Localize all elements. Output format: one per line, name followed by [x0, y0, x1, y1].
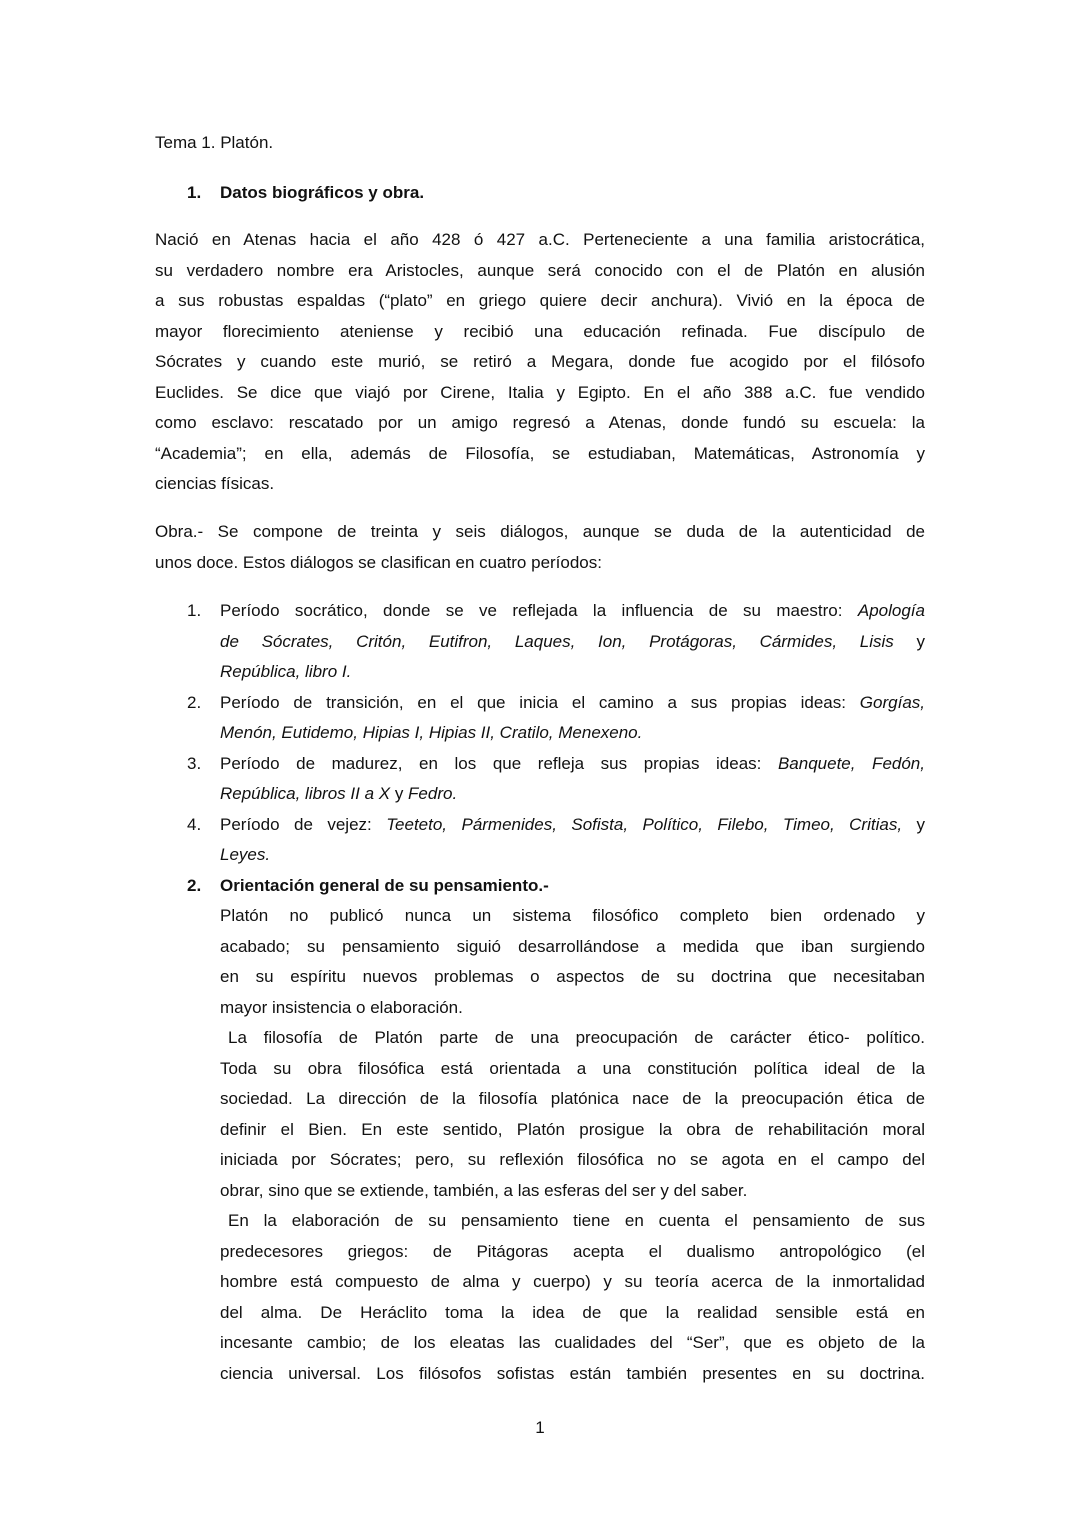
- heading-text: Datos biográficos y obra.: [220, 183, 425, 202]
- text-line: [155, 517, 925, 548]
- list-number: 1.: [187, 601, 202, 620]
- text-segment: predecesores griegos: de Pitágoras acepta el dualismo antropológico (el: [220, 1241, 925, 1261]
- text-line: [220, 657, 925, 688]
- text-line: [220, 1145, 925, 1176]
- heading-number: 1.: [187, 183, 202, 202]
- text-segment: Obra.- Se compone de treinta y seis diálogos, aunque se duda de la autenticidad de: [155, 522, 925, 541]
- text-segment: en su espíritu nuevos problemas o aspectos de su doctrina que necesitaban: [220, 967, 925, 986]
- italic-text: República, libro I.: [220, 662, 352, 681]
- text-line: [220, 1206, 925, 1237]
- heading-biography: [187, 178, 425, 209]
- text-segment: Período de madurez, en los que refleja sus propias ideas:: [220, 753, 778, 773]
- text-line: [155, 256, 925, 287]
- text-line: [220, 1328, 925, 1359]
- period-item: [187, 688, 925, 749]
- text-line: [155, 286, 925, 317]
- period-item: [187, 810, 925, 871]
- text-line: [220, 1023, 925, 1054]
- page-number: 1: [535, 1418, 545, 1437]
- text-segment: Euclides. Se dice que viajó por Cirene, Italia y Egipto. En el año 388 a.C. fue vendido: [155, 382, 925, 402]
- text-segment: “Academia”; en ella, además de Filosofía, se estudiaban, Matemáticas, Astronomía y: [155, 443, 925, 463]
- text-line: [220, 749, 925, 780]
- text-segment: iniciada por Sócrates; pero, su reflexión filosófica no se agota en el campo del: [220, 1150, 925, 1169]
- text-segment: acabado; su pensamiento siguió desarrollándose a medida que iban surgiendo: [220, 936, 925, 956]
- text-line: [220, 932, 925, 963]
- text-line: [220, 901, 925, 932]
- italic-text: Leyes.: [220, 845, 271, 864]
- text-line: [220, 1237, 925, 1268]
- text-segment: Período socrático, donde se ve reflejada la influencia de su maestro:: [220, 601, 858, 620]
- text-line: [220, 993, 925, 1024]
- text-line: [155, 317, 925, 348]
- text-line: [155, 469, 925, 500]
- text-segment: ciencia universal. Los filósofos sofistas están también presentes en su doctrina.: [220, 1363, 925, 1383]
- text-segment: Toda su obra filosófica está orientada a una constitución política ideal de la: [220, 1058, 925, 1078]
- text-line: [220, 718, 925, 749]
- italic-text: Banquete, Fedón,: [777, 753, 925, 773]
- document-title: Tema 1. Platón.: [155, 133, 274, 152]
- list-number: 2.: [187, 692, 202, 712]
- list-number: 3.: [187, 753, 202, 773]
- period-item: [187, 596, 925, 688]
- italic-text: Fedro.: [408, 784, 458, 803]
- text-segment: mayor florecimiento ateniense y recibió una educación refinada. Fue discípulo de: [155, 321, 925, 341]
- italic-text: Menón, Eutidemo, Hipias I, Hipias II, Cratilo, Menexeno.: [220, 723, 643, 742]
- text-line: [155, 548, 925, 579]
- text-segment: del alma. De Heráclito toma la idea de que la realidad sensible está en: [220, 1302, 925, 1322]
- heading-text: Orientación general de su pensamiento.-: [220, 876, 549, 895]
- text-line: [220, 810, 925, 841]
- text-segment: Período de vejez:: [220, 814, 387, 834]
- list-number: 4.: [187, 814, 202, 834]
- periods-list: [187, 596, 925, 871]
- text-segment: Sócrates y cuando este murió, se retiró a Megara, donde fue acogido por el filósofo: [155, 352, 925, 371]
- italic-text: de Sócrates, Critón, Eutifron, Laques, Ion, Protágoras, Cármides, Lisis: [220, 631, 894, 651]
- text-line: [220, 1267, 925, 1298]
- text-line: [220, 627, 925, 658]
- italic-text: Apología: [857, 601, 925, 620]
- text-line: [220, 688, 925, 719]
- text-segment: Nació en Atenas hacia el año 428 ó 427 a.C. Perteneciente a una familia aristocrática,: [155, 230, 925, 249]
- text-segment: y: [902, 814, 925, 834]
- text-segment: y: [390, 784, 409, 803]
- text-segment: y: [893, 631, 925, 651]
- italic-text: Teeteto, Pármenides, Sofista, Político, Filebo, Timeo, Critias,: [386, 814, 903, 834]
- text-line: [220, 1359, 925, 1390]
- text-segment: mayor insistencia o elaboración.: [220, 997, 463, 1017]
- text-line: [155, 408, 925, 439]
- paragraph-works: [155, 517, 925, 578]
- text-segment: incesante cambio; de los eleatas las cualidades del “Ser”, que es objeto de la: [220, 1333, 925, 1352]
- text-line: [220, 596, 925, 627]
- period-item: [187, 749, 925, 810]
- text-segment: La filosofía de Platón parte de una preocupación de carácter ético- político.: [228, 1028, 925, 1047]
- italic-text: República, libros II a X: [220, 784, 391, 803]
- text-segment: como esclavo: rescatado por un amigo regresó a Atenas, donde fundó su escuela: la: [155, 413, 925, 432]
- text-line: [220, 779, 925, 810]
- text-segment: hombre está compuesto de alma y cuerpo) y su teoría acerca de la inmortalidad: [220, 1272, 925, 1291]
- heading-orientation: [187, 871, 549, 902]
- text-segment: a sus robustas espaldas (“plato” en griego quiere decir anchura). Vivió en la época de: [155, 291, 925, 310]
- text-line: [220, 1084, 925, 1115]
- text-line: [220, 840, 925, 871]
- text-segment: obrar, sino que se extiende, también, a las esferas del ser y del saber.: [220, 1180, 748, 1200]
- text-segment: sociedad. La dirección de la filosofía platónica nace de la preocupación ética de: [220, 1089, 925, 1108]
- text-line: [220, 1115, 925, 1146]
- heading-number: 2.: [187, 876, 202, 895]
- text-line: [155, 347, 925, 378]
- text-segment: ciencias físicas.: [155, 474, 275, 493]
- text-line: [155, 225, 925, 256]
- section-orientation-text: [220, 901, 925, 1389]
- paragraph-biography: [155, 225, 925, 500]
- text-line: [220, 1176, 925, 1207]
- text-segment: Período de transición, en el que inicia el camino a sus propias ideas:: [220, 692, 860, 712]
- text-line: [155, 439, 925, 470]
- italic-text: Gorgías,: [859, 692, 925, 712]
- text-segment: definir el Bien. En este sentido, Platón prosigue la obra de rehabilitación moral: [220, 1119, 925, 1139]
- text-segment: Platón no publicó nunca un sistema filosófico completo bien ordenado y: [220, 906, 925, 925]
- text-line: [220, 1298, 925, 1329]
- text-line: [220, 1054, 925, 1085]
- text-segment: su verdadero nombre era Aristocles, aunque será conocido con el de Platón en alusión: [155, 260, 925, 280]
- text-segment: En la elaboración de su pensamiento tiene en cuenta el pensamiento de sus: [228, 1211, 925, 1230]
- text-line: [220, 962, 925, 993]
- text-line: [155, 378, 925, 409]
- text-segment: unos doce. Estos diálogos se clasifican en cuatro períodos:: [155, 552, 602, 572]
